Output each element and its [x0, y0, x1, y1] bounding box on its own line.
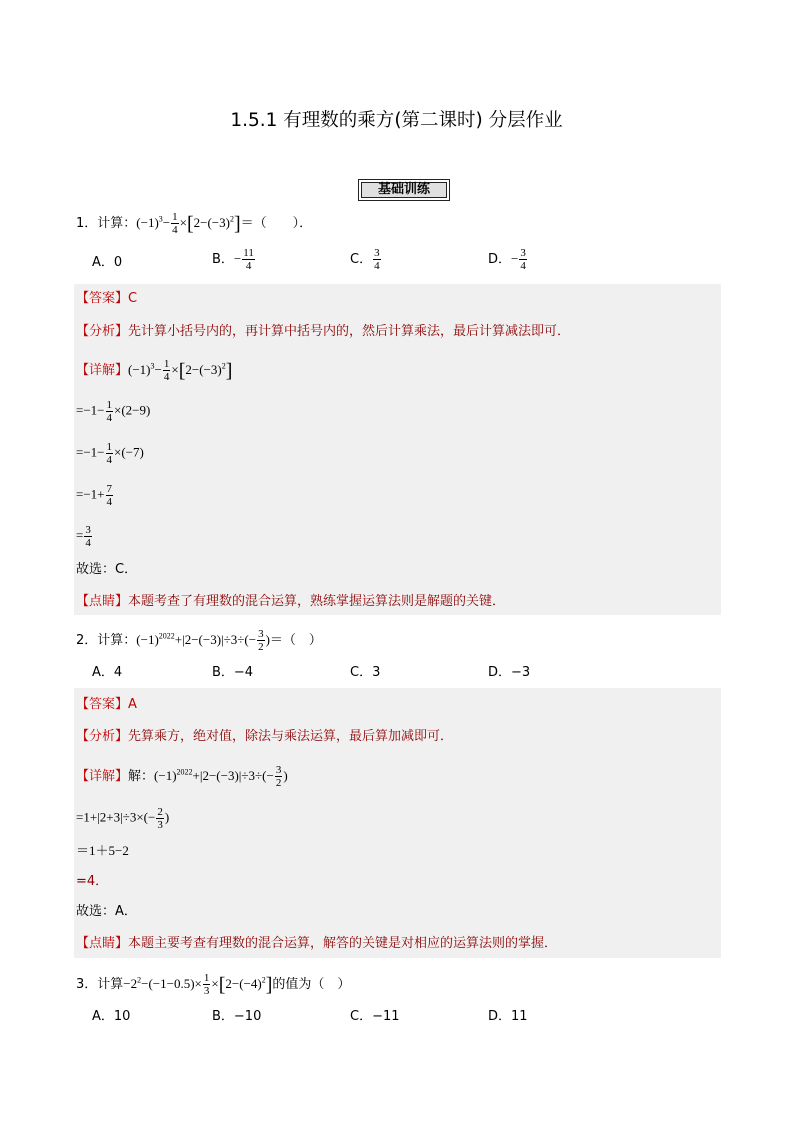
- option-c: C．3: [350, 665, 381, 680]
- option-b: B．−4: [212, 665, 254, 680]
- analysis-line-2: 【分析】先算乘方，绝对值，除法与乘法运算，最后算加减即可．: [76, 729, 454, 744]
- option-a: A．10: [92, 1009, 131, 1024]
- detail-step-2: =−1− $\frac{1}{4}$ ×(−7): [76, 441, 144, 466]
- option-d: D．11: [488, 1009, 528, 1024]
- option-b: B．− $\frac{11}{4}$: [212, 247, 254, 272]
- question-3: 3．计算$-2^2-(-1-0.5)\times$ $\frac{1}{3}$ $\times[2-(-4)^2]$的值为（ ）: [76, 972, 351, 997]
- answer-value: A: [128, 697, 137, 712]
- option-d: D．−3: [488, 665, 531, 680]
- detail-line-1: 【详解】$(-1)^3-$ $\frac{1}{4}$ $\times[2-(-3)^2]$: [76, 358, 233, 383]
- detail-step-3: =−1+ $\frac{7}{4}$: [76, 483, 112, 508]
- question-tail: ＝（ ）: [269, 633, 322, 648]
- choice-line-1: 故选：C．: [76, 562, 138, 577]
- detail-step-1: =−1− $\frac{1}{4}$ ×(2−9): [76, 399, 151, 424]
- answer-line-1: 【答案】C: [76, 291, 138, 306]
- comment-line-1: 【点睛】本题考查了有理数的混合运算，熟练掌握运算法则是解题的关键．: [76, 594, 506, 609]
- option-c: C．−11: [350, 1009, 400, 1024]
- option-a: A．4: [92, 665, 123, 680]
- option-c: C． $\frac{3}{4}$: [350, 247, 380, 272]
- question-number: 1．计算：: [76, 216, 137, 231]
- analysis-line-1: 【分析】先计算小括号内的，再计算中括号内的，然后计算乘法，最后计算减法即可．: [76, 324, 571, 339]
- question-number: 2．计算：: [76, 633, 137, 648]
- detail-step-1: =1+|2+3|÷3×(− $\frac{2}{3}$ ): [76, 806, 170, 831]
- question-tail: 的值为（ ）: [272, 977, 351, 992]
- detail-step-2: ＝1＋5−2: [76, 843, 129, 858]
- question-tail: ＝（ ）．: [240, 216, 313, 231]
- choice-line-2: 故选：A．: [76, 904, 137, 919]
- option-b: B．−10: [212, 1009, 262, 1024]
- question-1: 1．计算：$(-1)^3-$ $\frac{1}{4}$ $\times[2-(-3)^2]=$（ ）．: [76, 211, 313, 236]
- question-2: 2．计算：$(-1)^{2022}+|2-(-3)|\div 3\div(-$ $\frac{3}{2}$ )＝（ ）: [76, 628, 322, 653]
- section-tag: 基础训练: [358, 179, 450, 201]
- detail-line-2: 【详解】解：$(-1)^{2022}+|2-(-3)|\div 3\div(-$ $\frac{3}{2}$ ): [76, 764, 288, 789]
- question-number: 3．计算: [76, 977, 124, 992]
- option-d: D．− $\frac{3}{4}$: [488, 247, 526, 272]
- page-title: 1.5.1 有理数的乘方(第二课时) 分层作业: [230, 110, 563, 131]
- detail-step-3: =4．: [76, 874, 109, 889]
- comment-line-2: 【点睛】本题主要考查有理数的混合运算，解答的关键是对相应的运算法则的掌握．: [76, 936, 558, 951]
- option-a: A．0: [92, 255, 123, 270]
- answer-line-2: 【答案】A: [76, 697, 137, 712]
- answer-value: C: [128, 291, 138, 306]
- detail-step-4: = $\frac{3}{4}$: [76, 524, 91, 549]
